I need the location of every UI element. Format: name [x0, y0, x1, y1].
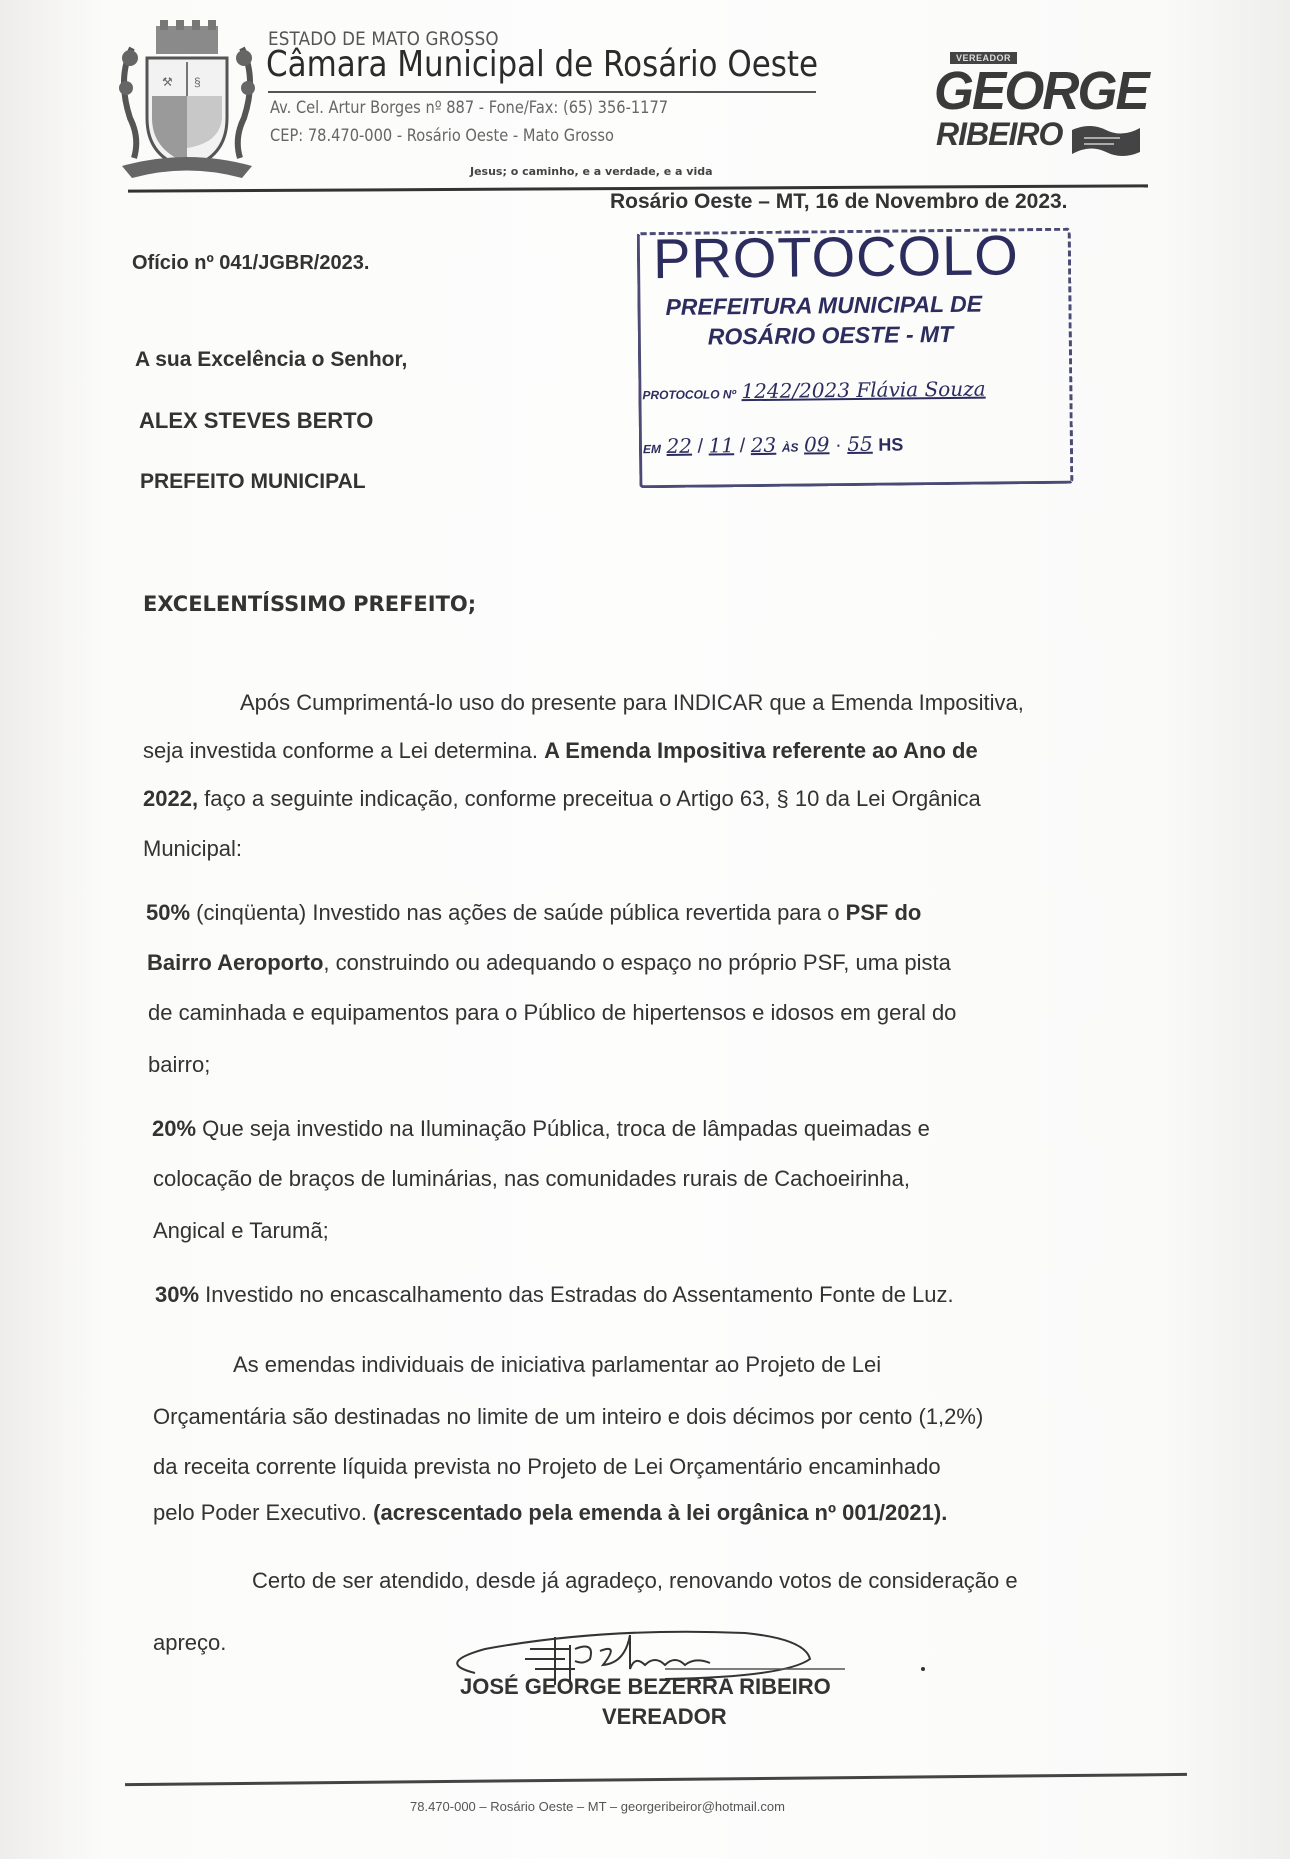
- p1-line1-text: Após Cumprimentá-lo uso do presente para INDICAR que a Emenda Impositiva,: [240, 690, 1024, 715]
- paragraph-2-line-3: da receita corrente líquida prevista no Projeto de Lei Orçamentário encaminhado: [153, 1454, 941, 1479]
- stamp-time-label: ÀS: [781, 440, 799, 455]
- item-50-line-3: de caminhada e equipamentos para o Público de hipertensos e idosos em geral do: [148, 1000, 957, 1025]
- item-50-line1-bold: PSF do: [845, 900, 922, 925]
- logo-last-name: RIBEIRO: [936, 116, 1063, 152]
- stamp-date-label: EM: [642, 442, 662, 457]
- item-50-line-2: [147, 950, 951, 976]
- item-20-line-2: colocação de braços de luminárias, nas comunidades rurais de Cachoeirinha,: [153, 1166, 910, 1191]
- stamp-time-suffix: HS: [878, 434, 904, 455]
- stamp-protocol-number: [642, 377, 985, 406]
- p1-line3-normal: faço a seguinte indicação, conforme preceitua o Artigo 63, § 10 da Lei Orgânica: [198, 786, 981, 811]
- recipient-name: ALEX STEVES BERTO: [139, 408, 374, 433]
- footer-contact: 78.470-000 – Rosário Oeste – MT – georgeribeiror@hotmail.com: [410, 1799, 785, 1814]
- stamp-minute: 55: [847, 431, 873, 457]
- stamp-title: PROTOCOLO: [652, 223, 1020, 291]
- paragraph-1-line-2: [143, 738, 978, 764]
- office-number: Ofício nº 041/JGBR/2023.: [132, 252, 370, 274]
- p1-line2-normal: seja investida conforme a Lei determina.: [143, 738, 545, 763]
- item-30-line-1: [155, 1282, 954, 1308]
- waving-flag-icon: [1070, 122, 1142, 160]
- footer-rule: [125, 1773, 1187, 1786]
- signer-role: VEREADOR: [602, 1704, 727, 1729]
- recipient-greeting: A sua Excelência o Senhor,: [135, 348, 408, 371]
- item-30-percent: 30%: [155, 1282, 200, 1307]
- item-20-line-1: [152, 1116, 930, 1142]
- svg-text:§: §: [194, 75, 201, 89]
- stamp-year: 23: [750, 432, 777, 458]
- svg-text:⚒: ⚒: [162, 75, 173, 89]
- stamp-line1: PREFEITURA MUNICIPAL DE: [665, 290, 983, 320]
- header-state: ESTADO DE MATO GROSSO: [268, 28, 499, 50]
- item-50-line2-normal: , construindo ou adequando o espaço no próprio PSF, uma pista: [323, 950, 951, 975]
- item-50-line-4: bairro;: [148, 1052, 211, 1077]
- stamp-protocol-label: PROTOCOLO Nº: [642, 387, 736, 403]
- p1-line3-bold: 2022,: [143, 786, 199, 811]
- document-date: Rosário Oeste – MT, 16 de Novembro de 2023.: [610, 190, 1068, 213]
- item-20-percent: 20%: [152, 1116, 197, 1141]
- item-50-line1-normal: (cinqüenta) Investido nas ações de saúde pública revertida para o: [190, 900, 846, 925]
- stamp-datetime: EM 22 / 11 / 23 ÀS 09 · 55 HS: [642, 431, 904, 458]
- recipient-title: PREFEITO MUNICIPAL: [140, 470, 366, 493]
- p2-line4-normal: pelo Poder Executivo.: [153, 1500, 374, 1525]
- closing-line-1: Certo de ser atendido, desde já agradeço, renovando votos de consideração e: [252, 1568, 1018, 1593]
- paragraph-2-line-1: As emendas individuais de iniciativa parlamentar ao Projeto de Lei: [233, 1352, 882, 1377]
- header-institution: Câmara Municipal de Rosário Oeste: [266, 44, 819, 85]
- stamp-line2: ROSÁRIO OESTE - MT: [707, 320, 954, 350]
- item-50-line2-bold: Bairro Aeroporto: [147, 950, 324, 975]
- item-30-line1-normal: Investido no encascalhamento das Estradas do Assentamento Fonte de Luz.: [199, 1282, 954, 1307]
- paragraph-1-line-3: [143, 786, 981, 812]
- stamp-protocol-value: 1242/2023 Flávia Souza: [741, 376, 986, 404]
- salutation: EXCELENTÍSSIMO PREFEITO;: [143, 592, 477, 616]
- logo-first-name: GEORGE: [934, 61, 1148, 121]
- paragraph-1-line-4: Municipal:: [143, 836, 243, 861]
- paragraph-2-line-2: Orçamentária são destinadas no limite de um inteiro e dois décimos por cento (1,2%): [153, 1404, 984, 1429]
- header-motto: Jesus; o caminho, e a verdade, e a vida: [470, 165, 713, 178]
- stamp-day: 22: [666, 433, 693, 458]
- logo-badge: VEREADOR: [950, 52, 1017, 64]
- item-50-percent: 50%: [146, 900, 191, 925]
- closing-line-2: apreço.: [153, 1630, 227, 1655]
- header-address-line2: CEP: 78.470-000 - Rosário Oeste - Mato Grosso: [270, 126, 614, 146]
- header-divider: [268, 91, 816, 93]
- signer-name: JOSÉ GEORGE BEZERRA RIBEIRO: [460, 1674, 831, 1699]
- vereador-logo: [930, 50, 1150, 160]
- p1-line2-bold: A Emenda Impositiva referente ao Ano de: [544, 738, 978, 763]
- item-20-line-3: Angical e Tarumã;: [153, 1218, 329, 1243]
- protocol-stamp: [631, 220, 1074, 489]
- municipal-coat-of-arms-icon: [112, 18, 262, 184]
- header-address-line1: Av. Cel. Artur Borges nº 887 - Fone/Fax: (65) 356-1177: [270, 98, 669, 118]
- stamp-month: 11: [708, 433, 735, 458]
- item-20-line1-normal: Que seja investido na Iluminação Pública, troca de lâmpadas queimadas e: [196, 1116, 930, 1141]
- stamp-hour: 09: [803, 432, 830, 457]
- item-50-line-1: [146, 900, 921, 926]
- p2-line4-bold: (acrescentado pela emenda à lei orgânica nº 001/2021).: [373, 1500, 948, 1525]
- paragraph-1-line-1: [240, 690, 1024, 716]
- paragraph-2-line-4: [153, 1500, 947, 1526]
